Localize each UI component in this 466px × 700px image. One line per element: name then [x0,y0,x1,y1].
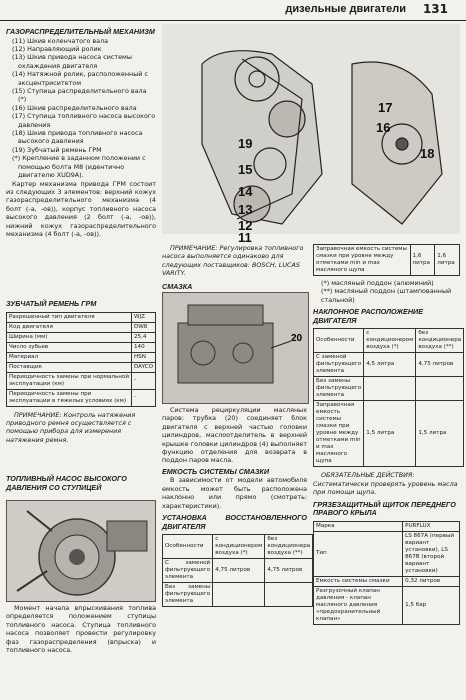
table-cell: 4,5 литра [364,353,416,377]
table-row [7,332,156,342]
mid-note: ПРИМЕЧАНИЕ: Регулировка топливного насоса выполняется одинаково для следующих поставщиков: BOSCH, LUCAS VARITY. [162,244,304,278]
capacity-paragraph: В зависимости от модели автомобиля емкость может быть расположена наклонно или прямо (смотреть: характеристики). [162,476,307,510]
timing-item: (18) Шкив привода топливного насоса высокого давления [12,129,143,146]
timing-item: (15) Ступица распределительного вала (*) [12,87,147,104]
timing-item: (11) Шкив коленчатого вала [12,36,109,45]
timing-item: (14) Натяжной ролик, расположенный с эксцентриситетом [12,70,148,87]
callout-label: 18 [420,146,435,161]
restored-table [162,534,313,607]
table-cell: без кондиционера воздуха (**) [265,535,313,559]
pump-photo [6,500,156,602]
timing-item: (16) Шкив распределительного вала [12,103,137,112]
mandatory-action: ОБЯЗАТЕЛЬНЫЕ ДЕЙСТВИЯ: Систематически проверять уровень масла при помощи щупа. [313,471,458,497]
table-cell: PURFLUX [403,521,460,531]
table-cell: Емкость системы смазки [314,576,403,586]
belt-title: ЗУБЧАТЫЙ РЕМЕНЬ ГРМ [6,299,97,308]
table-cell [265,583,313,607]
table-cell: DAYCO [131,362,155,372]
table-cell: 140 [131,342,155,352]
chapter-title: дизельные двигатели [285,3,406,15]
table-cell: WJZ [131,312,155,322]
table-cell: Поставщик [7,362,132,372]
table-cell: Материал [7,352,132,362]
inclined-table [313,328,464,467]
table-cell: LS 867A (первый вариант установки), LS 867B (второй вариант установки) [403,531,460,576]
table-cell: Периодичность замены при эксплуатации в тяжелых условиях (км) [7,389,132,406]
callout-label: 14 [238,184,253,199]
table-cell: 1,6 литра [410,245,435,276]
table-row [163,535,313,559]
table-cell: 1,5 бар [403,586,460,624]
table-row [163,583,313,607]
pump-title: ТОПЛИВНЫЙ НАСОС ВЫСОКОГО ДАВЛЕНИЯ СО СТУПИЦЕЙ [6,474,127,492]
pump-text [6,604,156,654]
restored-title: УСТАНОВКА ВОССТАНОВЛЕННОГО ДВИГАТЕЛЯ [162,513,307,531]
table-cell: 1,5 литра [364,401,416,467]
table-row [314,576,460,586]
timing-diagram [162,24,460,245]
callout-label: 16 [376,120,391,135]
timing-belt-illustration [162,24,460,245]
table-cell: с кондиционером воздуха (*) [364,329,416,353]
belt-section [6,300,156,444]
table-cell: Без замены фильтрующего элемента [314,377,364,401]
page-header [0,0,466,21]
table-cell [213,583,265,607]
table-cell: 4,75 литров [213,559,265,583]
table-row [314,401,464,467]
table-row [314,586,460,624]
pan-note: (**) масляный поддон (штампованный стальной) [321,287,452,304]
rtop-table [313,244,460,276]
table-cell: - [131,389,155,406]
table-cell: Особенности [163,535,213,559]
table-cell: с кондиционером воздуха (*) [213,535,265,559]
table-row [7,342,156,352]
middle-top [162,244,307,291]
table-cell: - [131,372,155,389]
pan-note: (*) масляный поддон (алюминий) [321,279,434,287]
timing-title: ГАЗОРАСПРЕДЕЛИТЕЛЬНЫЙ МЕХАНИЗМ [6,27,155,36]
table-cell: 4,75 литров [265,559,313,583]
callout-label: 13 [238,202,253,217]
table-cell: Заправочная емкость системы смазки при уровне между отметками min и max масляного щупа [314,401,364,467]
timing-item: (*) Крепление в заданном положении с помощью болта M8 (идентично двигателю XUD9A). [12,154,146,180]
table-cell: Разгрузочный клапан давления - клапан масляного давления «предохранительный клапан» [314,586,403,624]
table-cell: 1,6 литра [435,245,460,276]
engine-photo [162,292,309,404]
pump-section [6,475,156,492]
table-row [7,372,156,389]
table-row [7,322,156,332]
table-row [314,329,464,353]
callout-label: 17 [378,100,393,115]
callout-label: 19 [238,136,253,151]
table-cell: 4,75 литров [416,353,464,377]
table-row [7,362,156,372]
pump-illustration [7,501,155,601]
timing-section [6,28,156,238]
table-row [314,377,464,401]
timing-item: (13) Шкив привода насоса системы охлаждения двигателя [12,53,132,70]
shield-title: ГРЯЗЕЗАЩИТНЫЙ ЩИТОК ПЕРЕДНЕГО ПРАВОГО КРЫЛА [313,499,456,518]
table-cell: 1,5 литра [416,401,464,467]
table-cell: Заправочная емкость системы смазки при уровне между отметками min и max масляного щупа [314,245,411,276]
table-cell: Периодичность замены при нормальной эксплуатации (км) [7,372,132,389]
table-row [314,531,460,576]
table-cell: С заменой фильтрующего элемента [163,559,213,583]
table-cell: Без замены фильтрующего элемента [163,583,213,607]
callout-label: 11 [238,230,252,245]
table-cell: Марка [314,521,403,531]
pump-paragraph: Момент начала впрыскивания топлива определяется положением ступицы топливного насоса. Ступица топливного насоса позволяет провести регулировку фаз газораспределения (впрыска) и топливного насоса. [6,604,156,655]
table-row [7,312,156,322]
table-cell: Число зубьев [7,342,132,352]
table-row [314,245,460,276]
callout-label: 15 [238,162,253,177]
shield-table [313,521,460,625]
table-row [314,521,460,531]
lub-title: СМАЗКА [162,281,193,291]
table-cell: DW8 [131,322,155,332]
middle-text [162,406,311,607]
table-row [163,559,313,583]
inclined-title: НАКЛОННОЕ РАСПОЛОЖЕНИЕ ДВИГАТЕЛЯ [313,307,423,325]
page-number: 131 [422,2,448,16]
right-column [313,244,460,625]
timing-item: (12) Направляющий ролик [12,45,102,53]
belt-table [6,312,156,407]
table-cell: 0,32 литров [403,576,460,586]
table-cell: Код двигателя [7,322,132,332]
table-cell: Разрешенный тип двигателя [7,312,132,322]
table-cell: Тип [314,531,403,576]
lub-paragraph: Система рециркуляции масляных паров: трубка (20) соединяет блок двигателя с верхней частью головки цилиндров, маслоотделитель в верхней крышке головки цилиндров (4) выполняет функцию отделения для возврата в поддон паров масла. [162,406,307,465]
table-cell: HSN [131,352,155,362]
table-cell: С заменой фильтрующего элемента [314,353,364,377]
timing-paragraph: Картер механизма привода ГРМ состоит из следующих 3 элементов: верхний кожух газораспределительного механизма (4 болт (-а, -ов)), корпус топливного насоса высокого давления (2 болт (-а, -ов)), нижний кожух газораспределительного механизма (4 болт (-а, -ов)). [6,179,156,238]
table-cell: Особенности [314,329,364,353]
capacity-title: ЕМКОСТЬ СИСТЕМЫ СМАЗКИ [162,466,270,476]
belt-note: ПРИМЕЧАНИЕ: Контроль натяжения приводного ремня осуществляется с помощью прибора для измерения натяжения ремня. [6,410,136,444]
table-cell [416,377,464,401]
timing-item: (19) Зубчатый ремень ГРМ [12,145,102,154]
table-row [7,389,156,406]
callout-label: 12 [238,218,253,233]
callout-label: 20 [291,333,303,344]
table-cell: без кондиционера воздуха (**) [416,329,464,353]
table-row [314,353,464,377]
table-cell: Ширина (мм) [7,332,132,342]
table-cell [364,377,416,401]
table-cell: 25,4 [131,332,155,342]
table-row [7,352,156,362]
engine-illustration [163,293,308,403]
timing-item: (17) Ступица топливного насоса высокого давления [12,112,156,129]
